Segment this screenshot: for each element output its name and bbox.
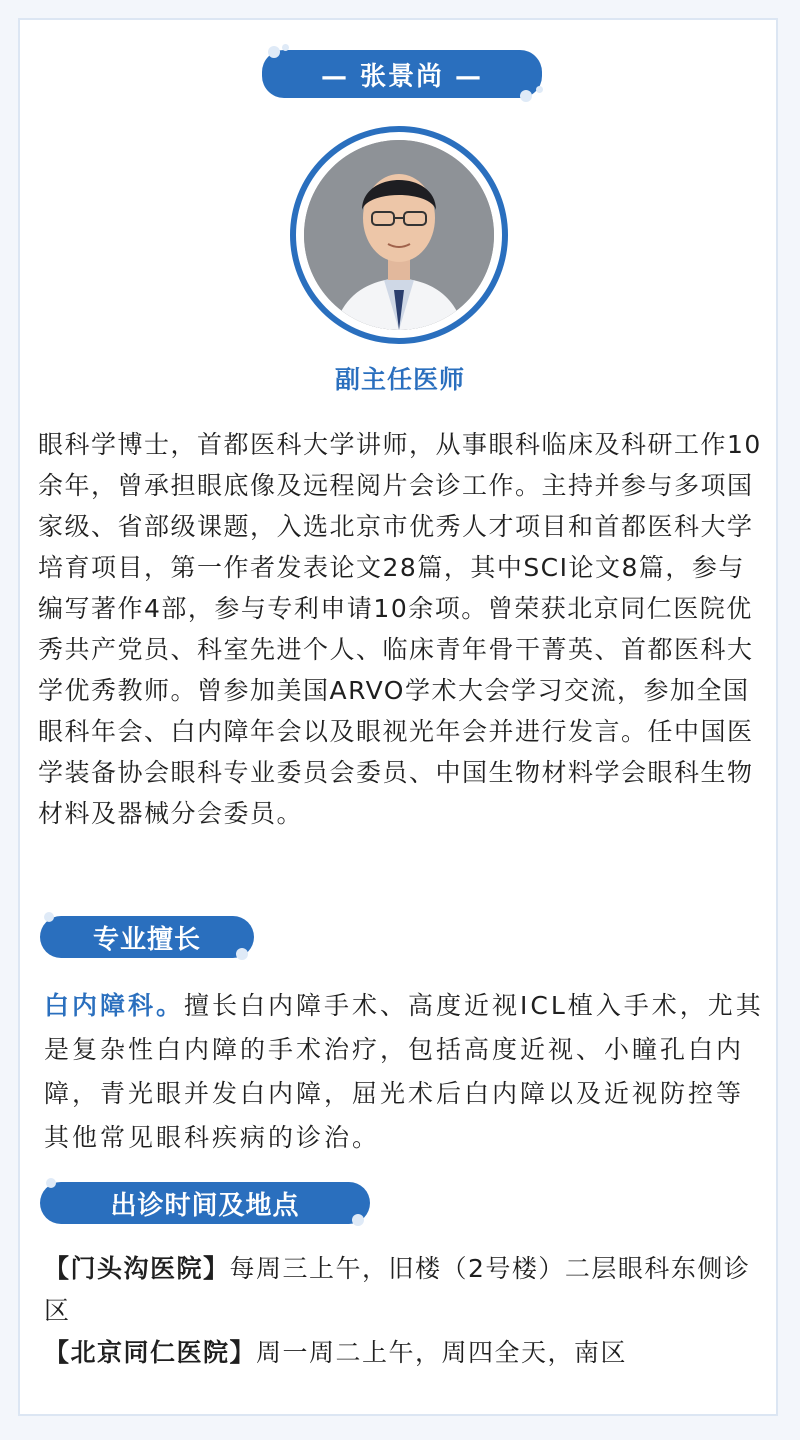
doctor-photo-frame [290,126,508,344]
decor-dot [44,912,54,922]
doctor-name-banner: — 张景尚 — [262,50,542,98]
specialty-text [44,984,768,1160]
specialty-heading: 专业擅长 [40,916,254,958]
decor-dot [536,86,543,93]
decor-dot [352,1214,364,1226]
doctor-bio: 眼科学博士，首都医科大学讲师，从事眼科临床及科研工作10余年，曾承担眼底像及远程阅片会诊工作。主持并参与多项国家级、省部级课题，入选北京市优秀人才项目和首都医科大学培育项目，第一作者发表论文28篇，其中SCI论文8篇，参与编写著作4部，参与专利申请10余项。曾荣获北京同仁医院优秀共产党员、科室先进个人、临床青年骨干菁英、首都医科大学优秀教师。曾参加美国ARVO学术大会学习交流，参加全国眼科年会、白内障年会以及眼视光年会并进行发言。任中国医学装备协会眼科专业委员会委员、中国生物材料学会眼科生物材料及器械分会委员。 [38,430,762,828]
decor-dot [520,90,532,102]
schedule-detail: 每周三上午，旧楼（2号楼）二层眼科东侧诊区 [44,1254,751,1325]
decor-dot [236,948,248,960]
specialty-description: 擅长白内障手术、高度近视ICL植入手术，尤其是复杂性白内障的手术治疗，包括高度近视、小瞳孔白内障，青光眼并发白内障，屈光术后白内障以及近视防控等其他常见眼科疾病的诊治。 [44,991,764,1152]
schedule-detail: 周一周二上午，周四全天，南区 [256,1338,628,1367]
doctor-title: 副主任医师 [334,365,465,394]
decor-dot [268,46,280,58]
schedule-heading: 出诊时间及地点 [40,1182,370,1224]
doctor-photo [304,140,494,330]
decor-dot [46,1178,56,1188]
specialty-department: 白内障科。 [44,991,185,1020]
decor-dot [282,44,289,51]
schedule-entry-mentougou [44,1248,764,1332]
hospital-name: 【门头沟医院】 [44,1254,230,1283]
schedule-entry-tongren [44,1332,764,1374]
hospital-name: 【北京同仁医院】 [44,1338,257,1367]
doctor-portrait-illustration [304,140,494,330]
